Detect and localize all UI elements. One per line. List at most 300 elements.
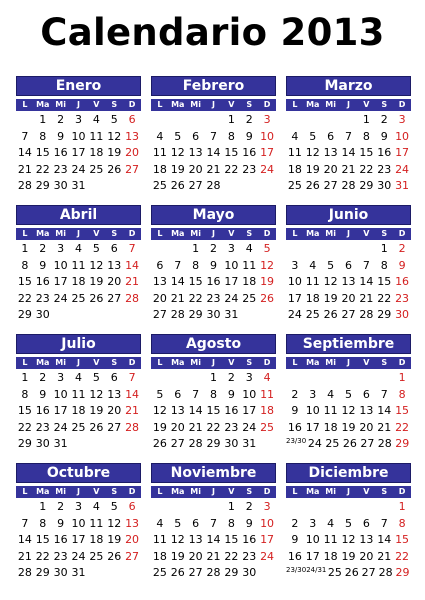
- day-cell: [87, 565, 105, 582]
- day-cell: 18: [260, 404, 275, 417]
- day-cell: 18: [305, 291, 320, 305]
- day-cell: 16: [287, 549, 302, 563]
- day-cell: 25: [327, 566, 342, 579]
- day-cell: 19: [107, 146, 122, 159]
- week-row: [16, 436, 141, 453]
- day-cell: 29: [17, 437, 32, 450]
- day-cell: 10: [260, 516, 275, 530]
- day-cell: [187, 499, 205, 516]
- week-row: [286, 145, 411, 162]
- day-cell: 16: [53, 146, 68, 159]
- week-row: [16, 387, 141, 404]
- weekday-header: [286, 357, 411, 369]
- day-cell: 17: [260, 146, 275, 159]
- day-cell: 13: [125, 129, 140, 143]
- day-cell: 23: [242, 162, 257, 176]
- weekday-label: V: [363, 100, 370, 109]
- day-cell: 29: [395, 437, 410, 450]
- day-cell: 2: [39, 242, 47, 255]
- day-cell: 2: [57, 113, 65, 126]
- day-cell: 26: [323, 308, 338, 321]
- week-row: [286, 403, 411, 420]
- day-cell: 25: [89, 549, 104, 563]
- day-cell: [258, 307, 276, 324]
- day-cell: 16: [242, 146, 257, 159]
- weekday-label: D: [398, 358, 406, 367]
- day-cell: 21: [188, 420, 203, 434]
- day-cell: 31: [224, 308, 239, 321]
- day-cell: 2: [245, 113, 253, 126]
- month-name: Julio: [16, 334, 141, 354]
- day-cell: 17: [242, 404, 257, 417]
- weekday-label: L: [157, 229, 163, 238]
- day-cell: 15: [17, 404, 32, 417]
- day-cell: 29: [35, 566, 50, 579]
- day-cell: 3: [57, 242, 65, 255]
- day-cell: 13: [107, 258, 122, 272]
- month-agosto: [151, 334, 276, 454]
- day-cell: 11: [323, 533, 338, 546]
- day-cell: 28: [17, 566, 32, 579]
- day-cell: [16, 499, 34, 516]
- weekday-label: J: [212, 100, 215, 109]
- day-cell: 3: [74, 500, 82, 513]
- day-cell: 22: [35, 549, 50, 563]
- day-cell: 2: [209, 242, 217, 255]
- day-cell: 10: [224, 258, 239, 272]
- day-cell: 8: [209, 387, 217, 401]
- weekday-label: V: [363, 229, 370, 238]
- day-cell: 7: [21, 516, 29, 530]
- day-cell: [322, 241, 340, 258]
- day-cell: 26: [89, 420, 104, 434]
- day-cell: 30: [35, 308, 50, 321]
- day-cell: 17: [305, 549, 320, 563]
- day-cell: 2: [291, 516, 299, 530]
- day-cell: 9: [291, 404, 299, 417]
- day-cell: 12: [341, 404, 356, 417]
- day-cell: [205, 112, 223, 129]
- weekday-label: D: [128, 229, 136, 238]
- day-cell: 11: [152, 146, 167, 159]
- day-cell: [375, 370, 393, 387]
- day-cell: 1: [209, 371, 217, 384]
- day-cell: 26: [89, 291, 104, 305]
- weekday-label: Mi: [55, 100, 66, 109]
- month-name: Mayo: [151, 205, 276, 225]
- weekday-label: J: [212, 487, 215, 496]
- day-cell: [258, 436, 276, 453]
- day-cell: 16: [206, 275, 221, 288]
- day-cell: 8: [398, 387, 406, 401]
- day-cell: 11: [242, 258, 257, 272]
- day-cell: 3: [245, 371, 253, 384]
- day-cell: 15: [395, 404, 410, 417]
- day-cell: 28: [188, 437, 203, 450]
- day-cell: 15: [206, 404, 221, 417]
- weekday-label: Mi: [325, 100, 336, 109]
- weekday-header: [286, 228, 411, 240]
- day-cell: 17: [287, 291, 302, 305]
- week-row: [16, 178, 141, 195]
- day-cell: 6: [174, 387, 182, 401]
- day-cell: 28: [378, 566, 393, 579]
- day-cell: 11: [323, 404, 338, 417]
- week-row: [286, 499, 411, 516]
- day-cell: [340, 499, 358, 516]
- day-cell: 25: [152, 179, 167, 192]
- day-cell: 28: [125, 291, 140, 305]
- day-cell: 15: [35, 533, 50, 546]
- day-cell: [123, 436, 141, 453]
- day-cell: 23: [35, 291, 50, 305]
- day-cell: 30: [224, 437, 239, 450]
- weekday-label: S: [111, 358, 118, 367]
- weekday-label: J: [212, 358, 215, 367]
- day-cell: 13: [359, 533, 374, 546]
- day-cell: 16: [35, 275, 50, 288]
- weekday-label: J: [77, 487, 80, 496]
- day-cell: 8: [227, 129, 235, 143]
- weekday-label: V: [93, 229, 100, 238]
- weekday-label: Ma: [36, 100, 50, 109]
- day-cell: 21: [125, 404, 140, 417]
- month-octubre: [16, 463, 141, 583]
- day-cell: 19: [305, 162, 320, 176]
- weekday-label: S: [246, 487, 253, 496]
- day-cell: 30: [35, 437, 50, 450]
- day-cell: 23: [395, 291, 410, 305]
- day-cell: 10: [287, 275, 302, 288]
- weekday-label: D: [128, 100, 136, 109]
- day-cell: 10: [305, 404, 320, 417]
- day-cell: 18: [152, 549, 167, 563]
- day-cell: [286, 370, 304, 387]
- weekday-label: Ma: [171, 100, 185, 109]
- day-cell: 1: [362, 113, 370, 126]
- week-row: [286, 162, 411, 179]
- weekday-label: L: [292, 487, 298, 496]
- day-cell: 7: [344, 129, 352, 143]
- day-cell: 9: [380, 129, 388, 143]
- weekday-label: V: [93, 358, 100, 367]
- day-cell: 22: [188, 291, 203, 305]
- weekday-label: S: [381, 487, 388, 496]
- day-cell: 11: [305, 275, 320, 288]
- day-cell: 13: [323, 146, 338, 159]
- month-name: Abril: [16, 205, 141, 225]
- week-row: [151, 307, 276, 324]
- day-cell: 9: [398, 258, 406, 272]
- month-name: Octubre: [16, 463, 141, 483]
- weekday-header: [16, 99, 141, 111]
- day-cell: 14: [206, 533, 221, 546]
- day-cell: 20: [359, 549, 374, 563]
- day-cell: 15: [17, 275, 32, 288]
- day-cell: 6: [192, 516, 200, 530]
- weekday-label: D: [398, 100, 406, 109]
- day-cell: 16: [35, 404, 50, 417]
- day-cell: 6: [110, 242, 118, 255]
- week-row: [16, 274, 141, 291]
- day-cell: 4: [156, 516, 164, 530]
- weekday-label: Mi: [325, 358, 336, 367]
- day-cell: 22: [17, 420, 32, 434]
- day-cell: 3: [309, 516, 317, 530]
- week-row: [16, 162, 141, 179]
- day-cell: [123, 178, 141, 195]
- day-cell: 8: [39, 516, 47, 530]
- weekday-header: [286, 99, 411, 111]
- month-diciembre: [286, 463, 411, 583]
- weekday-label: Ma: [306, 100, 320, 109]
- day-cell: 25: [325, 437, 340, 450]
- week-row: [286, 516, 411, 533]
- day-cell: 10: [71, 129, 86, 143]
- day-cell: [340, 112, 358, 129]
- day-cell: 26: [170, 179, 185, 192]
- day-cell: [240, 178, 258, 195]
- day-cell: 17: [395, 146, 410, 159]
- day-cell: 12: [341, 533, 356, 546]
- day-cell: [151, 112, 169, 129]
- day-cell: 17: [224, 275, 239, 288]
- day-cell: 4: [327, 516, 335, 530]
- weekday-label: S: [381, 100, 388, 109]
- day-cell: 5: [110, 113, 118, 126]
- weekday-header: [151, 486, 276, 498]
- day-cell: [169, 112, 187, 129]
- day-cell: 10: [395, 129, 410, 143]
- day-cell: 1: [380, 242, 388, 255]
- day-cell: 4: [74, 371, 82, 384]
- day-cell: 20: [107, 404, 122, 417]
- weekday-label: D: [128, 358, 136, 367]
- day-cell: [169, 370, 187, 387]
- weekday-label: Ma: [171, 229, 185, 238]
- day-cell: 5: [344, 516, 352, 530]
- weekday-label: S: [111, 487, 118, 496]
- month-name: Junio: [286, 205, 411, 225]
- day-cell: 16: [224, 404, 239, 417]
- day-cell: 7: [128, 242, 136, 255]
- day-cell: 30: [53, 179, 68, 192]
- day-cell: 12: [170, 533, 185, 546]
- day-cell: 22: [359, 162, 374, 176]
- day-cell: 12: [107, 516, 122, 530]
- day-cell: 13: [107, 387, 122, 401]
- day-cell: 22: [224, 549, 239, 563]
- week-row: [286, 532, 411, 549]
- day-cell: 14: [359, 275, 374, 288]
- weekday-label: S: [246, 358, 253, 367]
- day-cell: 13: [341, 275, 356, 288]
- day-cell: 29: [359, 179, 374, 192]
- month-junio: [286, 205, 411, 325]
- week-row: [286, 112, 411, 129]
- weekday-label: Mi: [325, 229, 336, 238]
- day-cell: 30: [242, 566, 257, 579]
- month-name: Marzo: [286, 76, 411, 96]
- day-cell: 4: [327, 387, 335, 401]
- day-cell: 8: [362, 129, 370, 143]
- weekday-label: Ma: [171, 358, 185, 367]
- week-row: [16, 516, 141, 533]
- day-cell: 8: [21, 258, 29, 272]
- weekday-label: V: [93, 487, 100, 496]
- day-cell: 20: [341, 291, 356, 305]
- day-cell: 30: [395, 308, 410, 321]
- weekday-label: V: [228, 100, 235, 109]
- day-cell: 13: [170, 404, 185, 417]
- weekday-label: L: [22, 100, 28, 109]
- weekday-label: V: [93, 100, 100, 109]
- week-row: [151, 112, 276, 129]
- day-cell: [105, 436, 123, 453]
- weekday-label: L: [22, 229, 28, 238]
- day-cell: 24/31: [306, 566, 327, 574]
- day-cell: 9: [245, 129, 253, 143]
- day-cell: [357, 241, 375, 258]
- day-cell: 2: [227, 371, 235, 384]
- weekday-label: S: [246, 100, 253, 109]
- day-cell: 19: [89, 275, 104, 288]
- day-cell: 13: [188, 533, 203, 546]
- weekday-header: [16, 486, 141, 498]
- month-name: Septiembre: [286, 334, 411, 354]
- day-cell: 2: [39, 371, 47, 384]
- weekday-label: Ma: [306, 229, 320, 238]
- day-cell: 17: [260, 533, 275, 546]
- day-cell: 9: [209, 258, 217, 272]
- week-row: [16, 291, 141, 308]
- week-row: [286, 178, 411, 195]
- day-cell: 17: [53, 275, 68, 288]
- day-cell: 24: [260, 162, 275, 176]
- weekday-label: Ma: [306, 487, 320, 496]
- day-cell: 4: [263, 371, 271, 384]
- weekday-label: L: [292, 229, 298, 238]
- weekday-label: L: [22, 487, 28, 496]
- day-cell: 1: [227, 113, 235, 126]
- day-cell: [87, 178, 105, 195]
- day-cell: 21: [170, 291, 185, 305]
- day-cell: 8: [380, 258, 388, 272]
- weekday-label: S: [381, 229, 388, 238]
- week-row: [151, 436, 276, 453]
- day-cell: [304, 241, 322, 258]
- day-cell: 29: [17, 308, 32, 321]
- week-row: [286, 549, 411, 566]
- day-cell: [240, 307, 258, 324]
- week-row: [151, 129, 276, 146]
- day-cell: [87, 307, 105, 324]
- week-row: [151, 274, 276, 291]
- day-cell: 24: [71, 162, 86, 176]
- day-cell: 28: [359, 308, 374, 321]
- day-cell: 5: [156, 387, 164, 401]
- day-cell: 12: [170, 146, 185, 159]
- day-cell: 21: [206, 162, 221, 176]
- day-cell: 2: [291, 387, 299, 401]
- weekday-label: L: [22, 358, 28, 367]
- day-cell: 11: [89, 516, 104, 530]
- day-cell: 24: [260, 549, 275, 563]
- day-cell: 5: [174, 516, 182, 530]
- day-cell: 10: [53, 387, 68, 401]
- day-cell: 5: [92, 242, 100, 255]
- day-cell: 24: [395, 162, 410, 176]
- day-cell: 13: [125, 516, 140, 530]
- day-cell: 18: [89, 146, 104, 159]
- day-cell: 19: [341, 549, 356, 563]
- weekday-label: D: [398, 229, 406, 238]
- day-cell: 21: [206, 549, 221, 563]
- weekday-label: D: [128, 487, 136, 496]
- weekday-label: J: [347, 100, 350, 109]
- day-cell: 5: [110, 500, 118, 513]
- weekday-label: Mi: [190, 487, 201, 496]
- weekday-label: Mi: [190, 229, 201, 238]
- month-name: Enero: [16, 76, 141, 96]
- week-row: [16, 532, 141, 549]
- day-cell: 24: [71, 549, 86, 563]
- day-cell: 5: [309, 129, 317, 143]
- day-cell: [340, 370, 358, 387]
- months-grid: [16, 76, 411, 583]
- day-cell: 24: [53, 291, 68, 305]
- day-cell: 3: [227, 242, 235, 255]
- day-cell: 27: [188, 179, 203, 192]
- weekday-header: [16, 228, 141, 240]
- week-row: [151, 549, 276, 566]
- weekday-label: D: [263, 358, 271, 367]
- day-cell: [304, 112, 322, 129]
- day-cell: 16: [53, 533, 68, 546]
- day-cell: 19: [323, 291, 338, 305]
- day-cell: 12: [260, 258, 275, 272]
- day-cell: 31: [395, 179, 410, 192]
- day-cell: 28: [341, 179, 356, 192]
- week-row: [16, 565, 141, 582]
- day-cell: [123, 565, 141, 582]
- day-cell: 24: [53, 420, 68, 434]
- day-cell: 20: [125, 533, 140, 546]
- day-cell: 20: [107, 275, 122, 288]
- day-cell: 18: [89, 533, 104, 546]
- day-cell: 20: [188, 549, 203, 563]
- day-cell: 14: [125, 387, 140, 401]
- day-cell: 14: [377, 404, 392, 417]
- day-cell: [222, 178, 240, 195]
- day-cell: 26: [107, 162, 122, 176]
- day-cell: 27: [323, 179, 338, 192]
- day-cell: 26: [344, 566, 359, 579]
- day-cell: 6: [192, 129, 200, 143]
- day-cell: 4: [156, 129, 164, 143]
- weekday-label: Mi: [190, 100, 201, 109]
- day-cell: [322, 370, 340, 387]
- weekday-label: Ma: [171, 487, 185, 496]
- day-cell: 24: [287, 308, 302, 321]
- day-cell: 22: [224, 162, 239, 176]
- day-cell: 22: [206, 420, 221, 434]
- day-cell: 18: [71, 275, 86, 288]
- weekday-header: [151, 357, 276, 369]
- day-cell: 20: [359, 420, 374, 434]
- day-cell: 24: [224, 291, 239, 305]
- week-row: [286, 241, 411, 258]
